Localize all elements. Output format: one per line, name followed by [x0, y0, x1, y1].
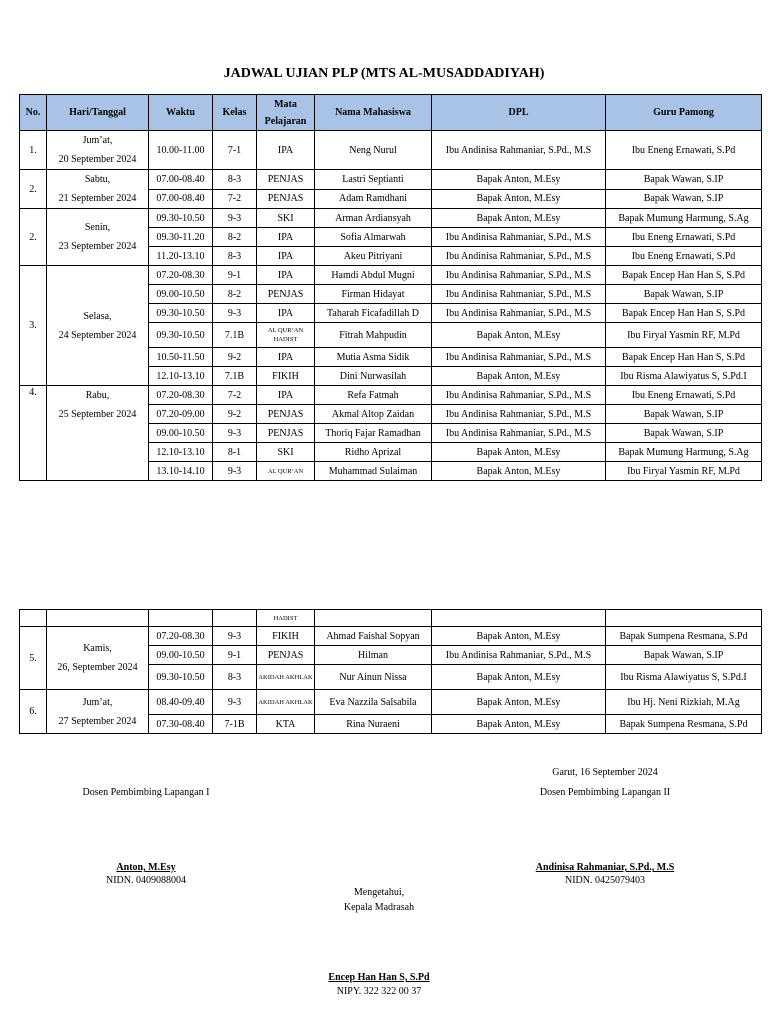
cell-dpl: Bapak Anton, M.Esy	[432, 690, 606, 715]
cell-no: 2.	[20, 209, 47, 266]
cell-mapel: PENJAS	[257, 646, 315, 665]
header-hari-tanggal: Hari/Tanggal	[47, 95, 149, 131]
cell-hari	[47, 610, 149, 627]
table-row-continuation	[20, 610, 762, 627]
cell-dpl: Bapak Anton, M.Esy	[432, 189, 606, 209]
cell-mapel: PENJAS	[257, 189, 315, 209]
cell-guru-pamong: Ibu Eneng Ernawati, S.Pd	[606, 386, 762, 405]
cell-guru-pamong: Ibu Eneng Ernawati, S.Pd	[606, 131, 762, 170]
cell-waktu: 07.00-08.40	[149, 189, 213, 209]
cell-kelas: 7-2	[213, 189, 257, 209]
cell-guru-pamong: Bapak Wawan, S.IP	[606, 170, 762, 190]
cell-waktu: 09.00-10.50	[149, 646, 213, 665]
cell-kelas	[213, 610, 257, 627]
cell-mapel: IPA	[257, 348, 315, 367]
cell-nama-mahasiswa: Hilman	[315, 646, 432, 665]
header-no: No.	[20, 95, 47, 131]
left-signer-role: Dosen Pembimbing Lapangan I	[82, 787, 210, 798]
cell-guru-pamong: Bapak Mumung Harmung, S.Ag	[606, 209, 762, 228]
table-row	[20, 690, 762, 715]
cell-kelas: 7-1	[213, 131, 257, 170]
cell-kelas: 8-1	[213, 443, 257, 462]
left-signer-name: Anton, M.Esy	[116, 862, 176, 873]
cell-kelas: 9-2	[213, 405, 257, 424]
cell-mapel: FIKIH	[257, 627, 315, 646]
cell-dpl	[432, 610, 606, 627]
cell-dpl: Bapak Anton, M.Esy	[432, 209, 606, 228]
cell-kelas: 9-3	[213, 304, 257, 323]
cell-guru-pamong: Ibu Hj. Neni Rizkiah, M.Ag	[606, 690, 762, 715]
cell-nama-mahasiswa: Taharah Ficafadillah D	[315, 304, 432, 323]
table-row	[20, 266, 762, 285]
cell-kelas: 8-2	[213, 285, 257, 304]
cell-hari-tanggal	[47, 690, 149, 734]
cell-waktu: 07.20-09.00	[149, 405, 213, 424]
cell-mapel: IPA	[257, 247, 315, 266]
cell-kelas: 8-3	[213, 665, 257, 690]
cell-kelas: 9-3	[213, 627, 257, 646]
cell-nama-mahasiswa: Adam Ramdhani	[315, 189, 432, 209]
date-text: 20 September 2024	[58, 154, 137, 165]
table-row	[20, 386, 762, 405]
header-nama-mahasiswa: Nama Mahasiswa	[315, 95, 432, 131]
header-guru-pamong: Guru Pamong	[606, 95, 762, 131]
left-signer-id: NIDN. 0409088004	[106, 875, 186, 886]
cell-dpl: Ibu Andinisa Rahmaniar, S.Pd., M.S	[432, 228, 606, 247]
cell-kelas: 7-1B	[213, 715, 257, 734]
cell-guru-pamong: Bapak Wawan, S.IP	[606, 424, 762, 443]
cell-waktu: 12.10-13.10	[149, 367, 213, 386]
cell-dpl: Bapak Anton, M.Esy	[432, 627, 606, 646]
cell-guru-pamong: Ibu Firyal Yasmin RF, M.Pd	[606, 323, 762, 348]
cell-kelas: 9-3	[213, 209, 257, 228]
cell-guru	[606, 610, 762, 627]
table-row	[20, 627, 762, 646]
cell-dpl: Bapak Anton, M.Esy	[432, 170, 606, 190]
cell-waktu: 07.20-08.30	[149, 386, 213, 405]
cell-nama-mahasiswa: Neng Nurul	[315, 131, 432, 170]
headmaster-name: Encep Han Han S, S.Pd	[328, 972, 430, 983]
cell-dpl: Ibu Andinisa Rahmaniar, S.Pd., M.S	[432, 285, 606, 304]
cell-kelas: 7-2	[213, 386, 257, 405]
cell-waktu: 08.40-09.40	[149, 690, 213, 715]
cell-mapel: PENJAS	[257, 424, 315, 443]
cell-dpl: Ibu Andinisa Rahmaniar, S.Pd., M.S	[432, 424, 606, 443]
cell-hari-tanggal	[47, 170, 149, 209]
cell-mapel: IPA	[257, 131, 315, 170]
cell-mapel: PENJAS	[257, 405, 315, 424]
header-mapel-line1: Mata	[274, 98, 297, 110]
cell-mapel: AL QUR’AN	[257, 462, 315, 481]
cell-waktu: 09.00-10.50	[149, 424, 213, 443]
cell-dpl: Ibu Andinisa Rahmaniar, S.Pd., M.S	[432, 386, 606, 405]
right-signer-id: NIDN. 0425079403	[565, 875, 645, 886]
cell-guru-pamong: Ibu Firyal Yasmin RF, M.Pd	[606, 462, 762, 481]
date-text: 23 September 2024	[58, 241, 137, 252]
cell-hari-tanggal	[47, 627, 149, 690]
cell-guru-pamong: Bapak Encep Han Han S, S.Pd	[606, 266, 762, 285]
cell-no: 5.	[20, 627, 47, 690]
table-row	[20, 170, 762, 190]
cell-nama-mahasiswa: Muhammad Sulaiman	[315, 462, 432, 481]
cell-nama-mahasiswa: Ridho Aprizal	[315, 443, 432, 462]
cell-guru-pamong: Ibu Eneng Ernawati, S.Pd	[606, 247, 762, 266]
header-waktu: Waktu	[149, 95, 213, 131]
cell-kelas: 9-3	[213, 424, 257, 443]
cell-kelas: 7.1B	[213, 323, 257, 348]
header-mapel-line2: Pelajaran	[264, 115, 307, 127]
cell-waktu: 07.20-08.30	[149, 266, 213, 285]
cell-mapel: AL QUR’AN HADIST	[257, 323, 315, 348]
header-mata-pelajaran	[257, 95, 315, 131]
cell-nama-mahasiswa: Akeu Pitriyani	[315, 247, 432, 266]
cell-dpl: Bapak Anton, M.Esy	[432, 462, 606, 481]
day-name: Kamis,	[83, 643, 112, 654]
cell-guru-pamong: Bapak Wawan, S.IP	[606, 646, 762, 665]
cell-guru-pamong: Bapak Wawan, S.IP	[606, 285, 762, 304]
cell-waktu: 09.30-11.20	[149, 228, 213, 247]
cell-guru-pamong: Bapak Wawan, S.IP	[606, 189, 762, 209]
cell-mapel: IPA	[257, 304, 315, 323]
cell-guru-pamong: Bapak Encep Han Han S, S.Pd	[606, 304, 762, 323]
cell-no	[20, 610, 47, 627]
cell-kelas: 8-3	[213, 170, 257, 190]
cell-no: 6.	[20, 690, 47, 734]
cell-mapel: SKI	[257, 209, 315, 228]
table-row	[20, 131, 762, 170]
cell-kelas: 7.1B	[213, 367, 257, 386]
cell-guru-pamong: Bapak Sumpena Resmana, S.Pd	[606, 627, 762, 646]
cell-waktu: 09.30-10.50	[149, 209, 213, 228]
cell-no: 2.	[20, 170, 47, 209]
cell-nama-mahasiswa: Fitrah Mahpudin	[315, 323, 432, 348]
cell-nama-mahasiswa: Thoriq Fajar Ramadhan	[315, 424, 432, 443]
cell-kelas: 9-3	[213, 690, 257, 715]
cell-no: 4.	[20, 386, 47, 481]
cell-guru-pamong: Ibu Risma Alawiyatus S, S.Pd.I	[606, 367, 762, 386]
cell-waktu: 10.00-11.00	[149, 131, 213, 170]
cell-kelas: 9-3	[213, 462, 257, 481]
table-row	[20, 209, 762, 228]
cell-mapel: AKIDAH AKHLAK	[257, 665, 315, 690]
cell-dpl: Bapak Anton, M.Esy	[432, 715, 606, 734]
cell-mapel: IPA	[257, 266, 315, 285]
cell-dpl: Bapak Anton, M.Esy	[432, 367, 606, 386]
cell-nama-mahasiswa: Eva Nazzila Salsabila	[315, 690, 432, 715]
cell-nama-mahasiswa: Arman Ardiansyah	[315, 209, 432, 228]
cell-hari-tanggal	[47, 266, 149, 386]
cell-guru-pamong: Bapak Encep Han Han S, S.Pd	[606, 348, 762, 367]
cell-no: 3.	[20, 266, 47, 386]
right-signer-name: Andinisa Rahmaniar, S.Pd., M.S	[535, 862, 675, 873]
cell-guru-pamong: Bapak Mumung Harmung, S.Ag	[606, 443, 762, 462]
schedule-table	[19, 94, 762, 481]
cell-guru-pamong: Bapak Sumpena Resmana, S.Pd	[606, 715, 762, 734]
cell-waktu: 07.20-08.30	[149, 627, 213, 646]
day-name: Jum’at,	[82, 135, 113, 146]
place-date: Garut, 16 September 2024	[552, 767, 658, 778]
cell-mapel: FIKIH	[257, 367, 315, 386]
headmaster-title: Kepala Madrasah	[343, 902, 415, 913]
cell-mapel: KTA	[257, 715, 315, 734]
cell-nama	[315, 610, 432, 627]
acknowledgement-label: Mengetahui,	[353, 887, 405, 898]
cell-kelas: 8-2	[213, 228, 257, 247]
cell-waktu: 09.30-10.50	[149, 665, 213, 690]
cell-waktu: 09.30-10.50	[149, 304, 213, 323]
cell-nama-mahasiswa: Firman Hidayat	[315, 285, 432, 304]
cell-waktu: 13.10-14.10	[149, 462, 213, 481]
cell-mapel: PENJAS	[257, 285, 315, 304]
date-text: 26, September 2024	[57, 662, 138, 673]
header-kelas: Kelas	[213, 95, 257, 131]
header-dpl: DPL	[432, 95, 606, 131]
date-text: 21 September 2024	[58, 193, 137, 204]
day-name: Sabtu,	[84, 174, 111, 185]
cell-waktu: 11.20-13.10	[149, 247, 213, 266]
cell-hari-tanggal	[47, 209, 149, 266]
day-name: Senin,	[84, 222, 111, 233]
cell-mapel: HADIST	[257, 610, 315, 627]
document-title: JADWAL UJIAN PLP (MTS AL-MUSADDADIYAH)	[223, 66, 545, 81]
cell-dpl: Ibu Andinisa Rahmaniar, S.Pd., M.S	[432, 348, 606, 367]
cell-dpl: Ibu Andinisa Rahmaniar, S.Pd., M.S	[432, 646, 606, 665]
cell-nama-mahasiswa: Ahmad Faishal Sopyan	[315, 627, 432, 646]
cell-guru-pamong: Ibu Eneng Ernawati, S.Pd	[606, 228, 762, 247]
date-text: 25 September 2024	[58, 409, 137, 420]
date-text: 24 September 2024	[58, 329, 137, 341]
cell-nama-mahasiswa: Hamdi Abdul Mugni	[315, 266, 432, 285]
cell-dpl: Bapak Anton, M.Esy	[432, 443, 606, 462]
cell-nama-mahasiswa: Nur Ainun Nissa	[315, 665, 432, 690]
cell-dpl: Ibu Andinisa Rahmaniar, S.Pd., M.S	[432, 266, 606, 285]
cell-kelas: 8-3	[213, 247, 257, 266]
date-text: 27 September 2024	[58, 715, 137, 727]
cell-mapel: IPA	[257, 386, 315, 405]
cell-waktu: 09.30-10.50	[149, 323, 213, 348]
schedule-table-continued	[19, 609, 762, 734]
cell-dpl: Ibu Andinisa Rahmaniar, S.Pd., M.S	[432, 304, 606, 323]
cell-dpl: Bapak Anton, M.Esy	[432, 323, 606, 348]
cell-waktu: 07.00-08.40	[149, 170, 213, 190]
cell-guru-pamong: Ibu Risma Alawiyatus S, S.Pd.I	[606, 665, 762, 690]
cell-waktu: 12.10-13.10	[149, 443, 213, 462]
cell-nama-mahasiswa: Sofia Almarwah	[315, 228, 432, 247]
cell-dpl: Ibu Andinisa Rahmaniar, S.Pd., M.S	[432, 131, 606, 170]
cell-no: 1.	[20, 131, 47, 170]
cell-waktu: 09.00-10.50	[149, 285, 213, 304]
table-header-row	[20, 95, 762, 131]
cell-hari-tanggal	[47, 386, 149, 481]
cell-nama-mahasiswa: Dini Nurwasilah	[315, 367, 432, 386]
cell-mapel: PENJAS	[257, 170, 315, 190]
headmaster-id: NIPY. 322 322 00 37	[336, 986, 422, 997]
day-name: Selasa,	[83, 310, 112, 322]
cell-waktu	[149, 610, 213, 627]
cell-dpl: Ibu Andinisa Rahmaniar, S.Pd., M.S	[432, 247, 606, 266]
cell-kelas: 9-1	[213, 266, 257, 285]
cell-waktu: 10.50-11.50	[149, 348, 213, 367]
cell-kelas: 9-1	[213, 646, 257, 665]
cell-kelas: 9-2	[213, 348, 257, 367]
cell-mapel: SKI	[257, 443, 315, 462]
cell-nama-mahasiswa: Mutia Asma Sidik	[315, 348, 432, 367]
day-name: Jum’at,	[82, 696, 113, 708]
right-signer-role: Dosen Pembimbing Lapangan II	[539, 787, 671, 798]
cell-hari-tanggal	[47, 131, 149, 170]
cell-mapel: AKIDAH AKHLAK	[257, 690, 315, 715]
day-name: Rabu,	[85, 390, 110, 401]
cell-waktu: 07.30-08.40	[149, 715, 213, 734]
cell-dpl: Bapak Anton, M.Esy	[432, 665, 606, 690]
cell-nama-mahasiswa: Refa Fatmah	[315, 386, 432, 405]
cell-mapel: IPA	[257, 228, 315, 247]
cell-nama-mahasiswa: Lastri Septianti	[315, 170, 432, 190]
cell-nama-mahasiswa: Rina Nuraeni	[315, 715, 432, 734]
cell-nama-mahasiswa: Akmal Altop Zaidan	[315, 405, 432, 424]
cell-guru-pamong: Bapak Wawan, S.IP	[606, 405, 762, 424]
cell-dpl: Ibu Andinisa Rahmaniar, S.Pd., M.S	[432, 405, 606, 424]
